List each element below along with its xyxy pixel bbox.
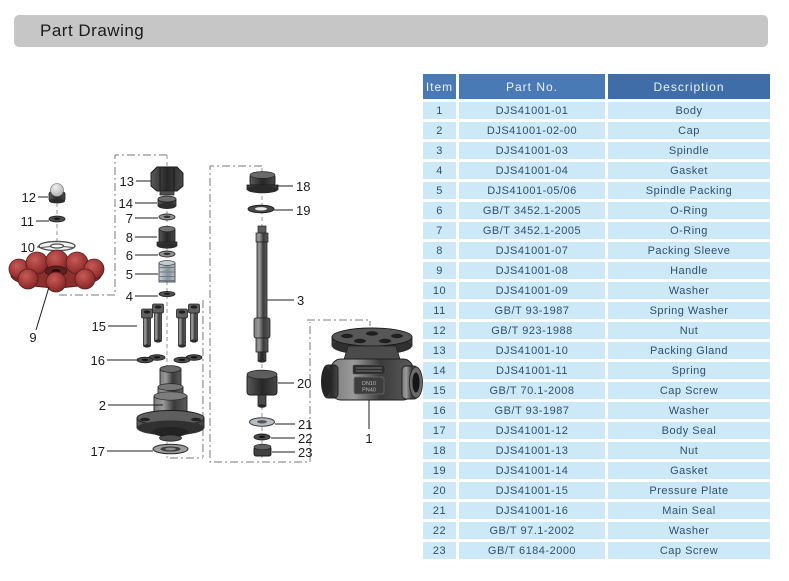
description-cell: Gasket xyxy=(608,462,770,479)
part-packing-gland-13 xyxy=(151,167,183,195)
part-handwheel-9 xyxy=(9,250,104,292)
description-cell: Washer xyxy=(608,522,770,539)
callout-9: 9 xyxy=(29,330,37,345)
description-cell: Packing Sleeve xyxy=(608,242,770,259)
item-cell: 21 xyxy=(423,502,456,519)
item-cell: 2 xyxy=(423,122,456,139)
assembly-dash-lines xyxy=(57,155,373,462)
table-row xyxy=(423,162,770,179)
callout-17: 17 xyxy=(90,444,105,459)
parts-table xyxy=(420,71,773,562)
table-row xyxy=(423,262,770,279)
item-cell: 9 xyxy=(423,262,456,279)
part-cap-screws-15 xyxy=(142,304,200,348)
item-cell: 13 xyxy=(423,342,456,359)
callout-2: 2 xyxy=(98,398,106,413)
description-cell: Main Seal xyxy=(608,502,770,519)
part-no-cell: GB/T 923-1988 xyxy=(459,322,605,339)
table-row xyxy=(423,442,770,459)
part-cap-screw-23 xyxy=(254,444,271,456)
item-cell: 4 xyxy=(423,162,456,179)
callout-7: 7 xyxy=(125,211,133,226)
part-spindle-packing-5 xyxy=(159,261,175,282)
table-row xyxy=(423,142,770,159)
part-nut-18 xyxy=(247,172,278,194)
table-header-row xyxy=(423,74,770,99)
item-cell: 16 xyxy=(423,402,456,419)
part-no-cell: GB/T 3452.1-2005 xyxy=(459,202,605,219)
item-cell: 15 xyxy=(423,382,456,399)
part-spindle-3 xyxy=(254,226,270,363)
item-cell: 20 xyxy=(423,482,456,499)
part-no-cell: DJS41001-16 xyxy=(459,502,605,519)
item-cell: 18 xyxy=(423,442,456,459)
callout-21: 21 xyxy=(298,417,313,432)
part-o-ring-7 xyxy=(159,214,175,220)
table-row xyxy=(423,182,770,199)
description-cell: Cap xyxy=(608,122,770,139)
table-row xyxy=(423,102,770,119)
description-cell: Cap Screw xyxy=(608,542,770,559)
part-cap-2 xyxy=(137,366,204,442)
item-cell: 11 xyxy=(423,302,456,319)
page-title: Part Drawing xyxy=(40,21,145,40)
part-no-cell: GB/T 93-1987 xyxy=(459,302,605,319)
part-no-cell: DJS41001-13 xyxy=(459,442,605,459)
description-cell: Spindle Packing xyxy=(608,182,770,199)
part-no-cell: GB/T 97.1-2002 xyxy=(459,522,605,539)
item-cell: 14 xyxy=(423,362,456,379)
part-no-cell: GB/T 70.1-2008 xyxy=(459,382,605,399)
callout-6: 6 xyxy=(125,248,133,263)
table-row xyxy=(423,282,770,299)
callout-5: 5 xyxy=(125,267,133,282)
part-gasket-19 xyxy=(248,205,274,213)
description-cell: Spring xyxy=(608,362,770,379)
item-cell: 6 xyxy=(423,202,456,219)
part-o-ring-6 xyxy=(159,251,175,257)
table-row xyxy=(423,362,770,379)
item-cell: 3 xyxy=(423,142,456,159)
callout-18: 18 xyxy=(296,179,311,194)
table-row xyxy=(423,202,770,219)
description-cell: Spindle xyxy=(608,142,770,159)
part-no-cell: DJS41001-07 xyxy=(459,242,605,259)
table-row xyxy=(423,322,770,339)
part-no-cell: DJS41001-01 xyxy=(459,102,605,119)
callout-23: 23 xyxy=(298,445,313,460)
table-row xyxy=(423,222,770,239)
part-main-seal-21 xyxy=(250,418,275,426)
callout-15: 15 xyxy=(91,319,106,334)
description-cell: Gasket xyxy=(608,162,770,179)
column-header-item: Item xyxy=(423,74,456,99)
item-cell: 8 xyxy=(423,242,456,259)
table-row xyxy=(423,462,770,479)
item-cell: 1 xyxy=(423,102,456,119)
table-row xyxy=(423,522,770,539)
description-cell: Body Seal xyxy=(608,422,770,439)
description-cell: Pressure Plate xyxy=(608,482,770,499)
table-row xyxy=(423,542,770,559)
part-washer-22 xyxy=(254,434,270,440)
part-no-cell: GB/T 3452.1-2005 xyxy=(459,222,605,239)
callout-4: 4 xyxy=(125,289,133,304)
part-no-cell: DJS41001-11 xyxy=(459,362,605,379)
description-cell: Nut xyxy=(608,322,770,339)
callout-19: 19 xyxy=(296,203,311,218)
table-row xyxy=(423,402,770,419)
part-no-cell: GB/T 93-1987 xyxy=(459,402,605,419)
part-gasket-4 xyxy=(159,291,175,296)
callout-16: 16 xyxy=(90,353,105,368)
part-no-cell: DJS41001-15 xyxy=(459,482,605,499)
part-washers-16 xyxy=(137,355,202,363)
table-row xyxy=(423,342,770,359)
parts-table-container xyxy=(420,71,773,562)
column-header-part-no: Part No. xyxy=(459,74,605,99)
table-row xyxy=(423,302,770,319)
part-packing-sleeve-8 xyxy=(157,226,177,248)
item-cell: 23 xyxy=(423,542,456,559)
valve-plate-line1: DN10 xyxy=(361,381,377,387)
item-cell: 12 xyxy=(423,322,456,339)
valve-plate-line2: PN40 xyxy=(362,387,376,394)
callout-13: 13 xyxy=(119,174,134,189)
callout-8: 8 xyxy=(125,230,133,245)
description-cell: Cap Screw xyxy=(608,382,770,399)
description-cell: O-Ring xyxy=(608,222,770,239)
column-header-description: Description xyxy=(608,74,770,99)
part-no-cell: DJS41001-10 xyxy=(459,342,605,359)
table-row xyxy=(423,122,770,139)
description-cell: Packing Gland xyxy=(608,342,770,359)
description-cell: Spring Washer xyxy=(608,302,770,319)
item-cell: 10 xyxy=(423,282,456,299)
item-cell: 7 xyxy=(423,222,456,239)
parts-table-body xyxy=(423,102,770,559)
item-cell: 5 xyxy=(423,182,456,199)
callout-12: 12 xyxy=(21,190,36,205)
item-cell: 17 xyxy=(423,422,456,439)
part-no-cell: DJS41001-12 xyxy=(459,422,605,439)
part-spring-washer-11 xyxy=(49,216,65,222)
callout-20: 20 xyxy=(297,376,312,391)
item-cell: 22 xyxy=(423,522,456,539)
part-nut-12 xyxy=(49,184,65,204)
part-no-cell: DJS41001-09 xyxy=(459,282,605,299)
item-cell: 19 xyxy=(423,462,456,479)
description-cell: O-Ring xyxy=(608,202,770,219)
table-row xyxy=(423,482,770,499)
part-no-cell: DJS41001-04 xyxy=(459,162,605,179)
callout-22: 22 xyxy=(298,431,313,446)
description-cell: Nut xyxy=(608,442,770,459)
part-valve-body-1 xyxy=(321,328,423,400)
part-no-cell: DJS41001-02-00 xyxy=(459,122,605,139)
part-spring-14 xyxy=(158,196,176,209)
description-cell: Body xyxy=(608,102,770,119)
part-washer-10 xyxy=(39,241,75,250)
description-cell: Washer xyxy=(608,282,770,299)
part-no-cell: DJS41001-05/06 xyxy=(459,182,605,199)
table-row xyxy=(423,502,770,519)
callout-11: 11 xyxy=(20,214,34,229)
part-no-cell: DJS41001-03 xyxy=(459,142,605,159)
callout-3: 3 xyxy=(297,293,305,308)
description-cell: Handle xyxy=(608,262,770,279)
part-no-cell: DJS41001-14 xyxy=(459,462,605,479)
description-cell: Washer xyxy=(608,402,770,419)
table-row xyxy=(423,242,770,259)
callout-10: 10 xyxy=(20,240,35,255)
table-row xyxy=(423,382,770,399)
table-row xyxy=(423,422,770,439)
part-no-cell: DJS41001-08 xyxy=(459,262,605,279)
part-no-cell: GB/T 6184-2000 xyxy=(459,542,605,559)
callout-14: 14 xyxy=(118,196,133,211)
part-pressure-plate-20 xyxy=(247,370,277,408)
callout-1: 1 xyxy=(365,431,373,446)
part-body-seal-17 xyxy=(153,444,188,454)
